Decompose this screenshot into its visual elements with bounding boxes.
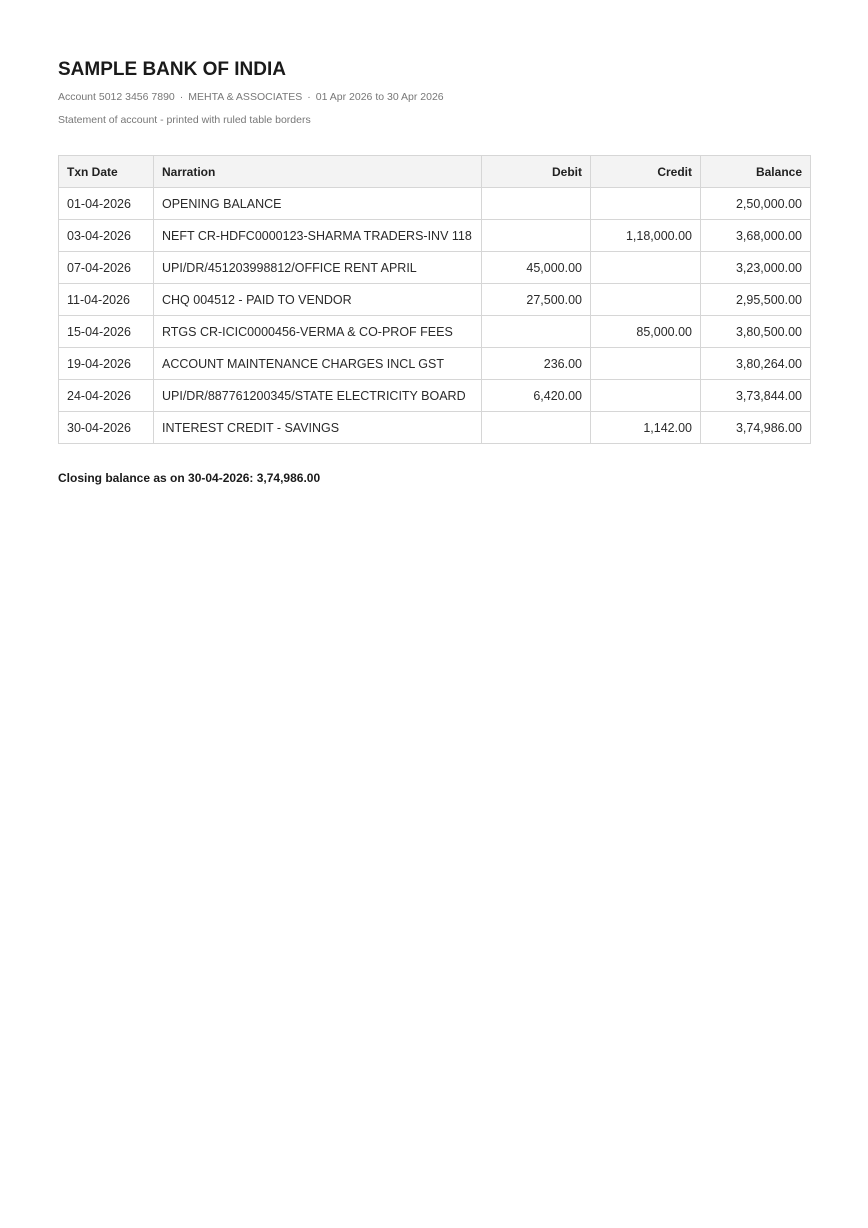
debit-cell: 27,500.00: [482, 284, 591, 316]
debit-cell: [482, 412, 591, 444]
credit-cell: [591, 252, 701, 284]
credit-cell: 1,18,000.00: [591, 220, 701, 252]
txn-date-cell: 03-04-2026: [59, 220, 154, 252]
column-header-balance: Balance: [701, 156, 811, 188]
account-number: Account 5012 3456 7890: [58, 91, 175, 103]
transactions-table: [58, 155, 811, 444]
column-header-narration: Narration: [154, 156, 482, 188]
credit-cell: [591, 284, 701, 316]
txn-date-cell: 01-04-2026: [59, 188, 154, 220]
table-row: [59, 412, 811, 444]
txn-date-cell: 30-04-2026: [59, 412, 154, 444]
bank-name: SAMPLE BANK OF INDIA: [58, 59, 286, 80]
statement-page: [58, 58, 810, 485]
debit-cell: 45,000.00: [482, 252, 591, 284]
txn-date-cell: 19-04-2026: [59, 348, 154, 380]
balance-cell: 2,95,500.00: [701, 284, 811, 316]
balance-cell: 2,50,000.00: [701, 188, 811, 220]
balance-cell: 3,23,000.00: [701, 252, 811, 284]
narration-cell: RTGS CR-ICIC0000456-VERMA & CO-PROF FEES: [154, 316, 482, 348]
txn-date-cell: 11-04-2026: [59, 284, 154, 316]
credit-cell: [591, 188, 701, 220]
table-row: [59, 188, 811, 220]
narration-cell: INTEREST CREDIT - SAVINGS: [154, 412, 482, 444]
credit-cell: [591, 348, 701, 380]
table-row: [59, 380, 811, 412]
debit-cell: 6,420.00: [482, 380, 591, 412]
narration-cell: CHQ 004512 - PAID TO VENDOR: [154, 284, 482, 316]
narration-cell: UPI/DR/887761200345/STATE ELECTRICITY BOARD: [154, 380, 482, 412]
table-header-row: [59, 156, 811, 188]
credit-cell: 1,142.00: [591, 412, 701, 444]
txn-date-cell: 07-04-2026: [59, 252, 154, 284]
balance-cell: 3,80,264.00: [701, 348, 811, 380]
account-holder: MEHTA & ASSOCIATES: [188, 91, 303, 103]
closing-balance: Closing balance as on 30-04-2026: 3,74,986.00: [58, 471, 321, 485]
balance-cell: 3,73,844.00: [701, 380, 811, 412]
txn-date-cell: 24-04-2026: [59, 380, 154, 412]
narration-cell: OPENING BALANCE: [154, 188, 482, 220]
debit-cell: [482, 188, 591, 220]
narration-cell: NEFT CR-HDFC0000123-SHARMA TRADERS-INV 118: [154, 220, 482, 252]
balance-cell: 3,74,986.00: [701, 412, 811, 444]
credit-cell: 85,000.00: [591, 316, 701, 348]
account-meta: [58, 90, 810, 104]
meta-separator: ·: [307, 91, 311, 103]
debit-cell: 236.00: [482, 348, 591, 380]
column-header-debit: Debit: [482, 156, 591, 188]
statement-subtitle: Statement of account - printed with ruled table borders: [58, 114, 311, 126]
table-row: [59, 220, 811, 252]
table-row: [59, 284, 811, 316]
narration-cell: UPI/DR/451203998812/OFFICE RENT APRIL: [154, 252, 482, 284]
table-row: [59, 348, 811, 380]
column-header-credit: Credit: [591, 156, 701, 188]
txn-date-cell: 15-04-2026: [59, 316, 154, 348]
statement-period: 01 Apr 2026 to 30 Apr 2026: [315, 91, 444, 103]
narration-cell: ACCOUNT MAINTENANCE CHARGES INCL GST: [154, 348, 482, 380]
table-row: [59, 316, 811, 348]
meta-separator: ·: [179, 91, 184, 103]
debit-cell: [482, 220, 591, 252]
column-header-txn-date: Txn Date: [59, 156, 154, 188]
table-row: [59, 252, 811, 284]
balance-cell: 3,68,000.00: [701, 220, 811, 252]
debit-cell: [482, 316, 591, 348]
credit-cell: [591, 380, 701, 412]
balance-cell: 3,80,500.00: [701, 316, 811, 348]
